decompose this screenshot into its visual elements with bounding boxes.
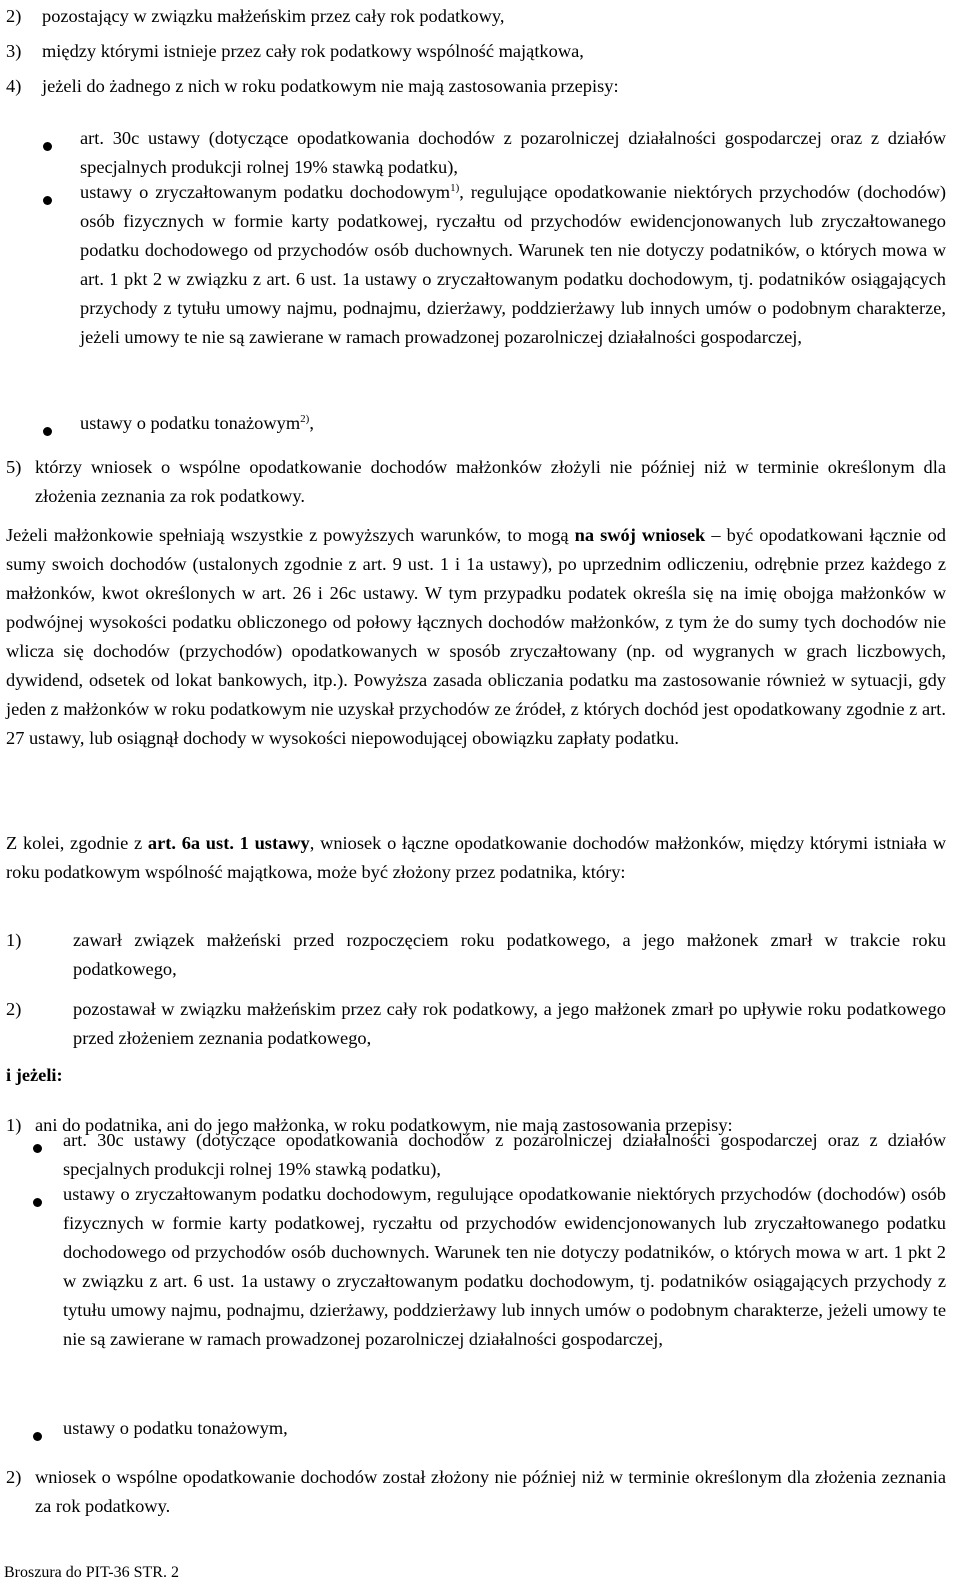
list-number: 2) xyxy=(6,999,22,1019)
list-number: 4) xyxy=(6,76,22,96)
list-number: 1) xyxy=(6,930,22,950)
section-label: i jeżeli: xyxy=(6,1065,63,1085)
paragraph: Z kolei, zgodnie z art. 6a ust. 1 ustawy, wniosek o łączne opodatkowanie dochodów małżonków, między którymi istniała w roku podatkowym wspólność majątkowa, może być złożony przez podatnika, który: xyxy=(6,833,946,882)
page-footer: Broszura do PIT-36 STR. 2 xyxy=(4,1564,179,1581)
bullet-text: art. 30c ustawy (dotyczące opodatkowania dochodów z pozarolniczej działalności gospodarczej oraz z działów specjalnych produkcji rolnej 19% stawką podatku), xyxy=(80,128,946,177)
bullet-icon xyxy=(43,142,52,151)
bullet-text: ustawy o zryczałtowanym podatku dochodowym, regulujące opodatkowanie niektórych przychodów (dochodów) osób fizycznych w formie karty podatkowej, ryczałtu od przychodów ewidencjonowanych lub zryczałtowanego podatku dochodowego od przychodów osób duchownych. Warunek ten nie dotyczy podatników, o których mowa w art. 1 pkt 2 w związku z art. 6 ust. 1a ustawy o zryczałtowanym podatku dochodowym, tj. podatników osiągających przychody z tytułu umowy najmu, podnajmu, dzierżawy, poddzierżawy lub innych umów o podobnym charakterze, jeżeli umowy te nie są zawierane w ramach prowadzonej pozarolniczej działalności gospodarczej, xyxy=(63,1184,946,1349)
list-number: 3) xyxy=(6,41,22,61)
list-number: 2) xyxy=(6,1467,22,1487)
list-item-text: pozostawał w związku małżeńskim przez cały rok podatkowy, a jego małżonek zmarł po upływie roku podatkowego przed złożeniem zeznania podatkowego, xyxy=(73,999,946,1048)
bullet-text: art. 30c ustawy (dotyczące opodatkowania dochodów z pozarolniczej działalności gospodarczej oraz z działów specjalnych produkcji rolnej 19% stawką podatku), xyxy=(63,1130,946,1179)
list-item-text: między którymi istnieje przez cały rok podatkowy wspólność majątkowa, xyxy=(42,41,584,61)
list-number: 1) xyxy=(6,1115,22,1135)
list-item-text: jeżeli do żadnego z nich w roku podatkowym nie mają zastosowania przepisy: xyxy=(42,76,619,96)
bullet-icon xyxy=(43,427,52,436)
list-number: 5) xyxy=(6,457,22,477)
bullet-text: ustawy o podatku tonażowym$^{2)}$, xyxy=(80,413,314,433)
bullet-icon xyxy=(33,1432,42,1441)
bullet-icon xyxy=(33,1198,42,1207)
list-number: 2) xyxy=(6,6,22,26)
list-item-text: zawarł związek małżeński przed rozpoczęciem roku podatkowego, a jego małżonek zmarł w trakcie roku podatkowego, xyxy=(73,930,946,979)
bullet-icon xyxy=(43,196,52,205)
paragraph: Jeżeli małżonkowie spełniają wszystkie z powyższych warunków, to mogą na swój wniosek – być opodatkowani łącznie od sumy swoich dochodów (ustalonych zgodnie z art. 9 ust. 1 i 1a ustawy), po uprzednim odliczeniu, odrębnie przez każdego z małżonków, kwot określonych w art. 26 i 26c ustawy. W tym przypadku podatek określa się na imię obojga małżonków w podwójnej wysokości podatku obliczonego od połowy łącznych dochodów małżonków, z tym że do sumy tych dochodów nie wlicza się dochodów (przychodów) opodatkowanych w sposób zryczałtowany (np. od wygranych w grach liczbowych, dywidend, odsetek od lokat bankowych, itp.). Powyższa zasada obliczania podatku ma zastosowanie również w sytuacji, gdy jeden z małżonków w roku podatkowym nie uzyskał przychodów ze źródeł, z których dochód jest opodatkowany zgodnie z art. 27 ustawy, lub osiągnął dochody w wysokości niepowodującej obowiązku zapłaty podatku. xyxy=(6,525,946,748)
bullet-text: ustawy o podatku tonażowym, xyxy=(63,1418,288,1438)
list-item-text: wniosek o wspólne opodatkowanie dochodów został złożony nie później niż w terminie określonym dla złożenia zeznania za rok podatkowy. xyxy=(35,1467,946,1516)
bullet-icon xyxy=(33,1144,42,1153)
list-item-text: którzy wniosek o wspólne opodatkowanie dochodów małżonków złożyli nie później niż w terminie określonym dla złożenia zeznania za rok podatkowy. xyxy=(35,457,946,506)
list-item-text: pozostający w związku małżeńskim przez cały rok podatkowy, xyxy=(42,6,505,26)
bullet-text: ustawy o zryczałtowanym podatku dochodowym$^{1)}$, regulujące opodatkowanie niektórych przychodów (dochodów) osób fizycznych w formie karty podatkowej, ryczałtu od przychodów ewidencjonowanych lub zryczałtowanego podatku dochodowego od przychodów osób duchownych. Warunek ten nie dotyczy podatników, o których mowa w art. 1 pkt 2 w związku z art. 6 ust. 1a ustawy o zryczałtowanym podatku dochodowym, tj. podatników osiągających przychody z tytułu umowy najmu, podnajmu, dzierżawy, poddzierżawy lub innych umów o podobnym charakterze, jeżeli umowy te nie są zawierane w ramach prowadzonej pozarolniczej działalności gospodarczej, xyxy=(80,182,947,347)
list-item-text: ani do podatnika, ani do jego małżonka, w roku podatkowym, nie mają zastosowania przepisy: xyxy=(35,1115,733,1135)
